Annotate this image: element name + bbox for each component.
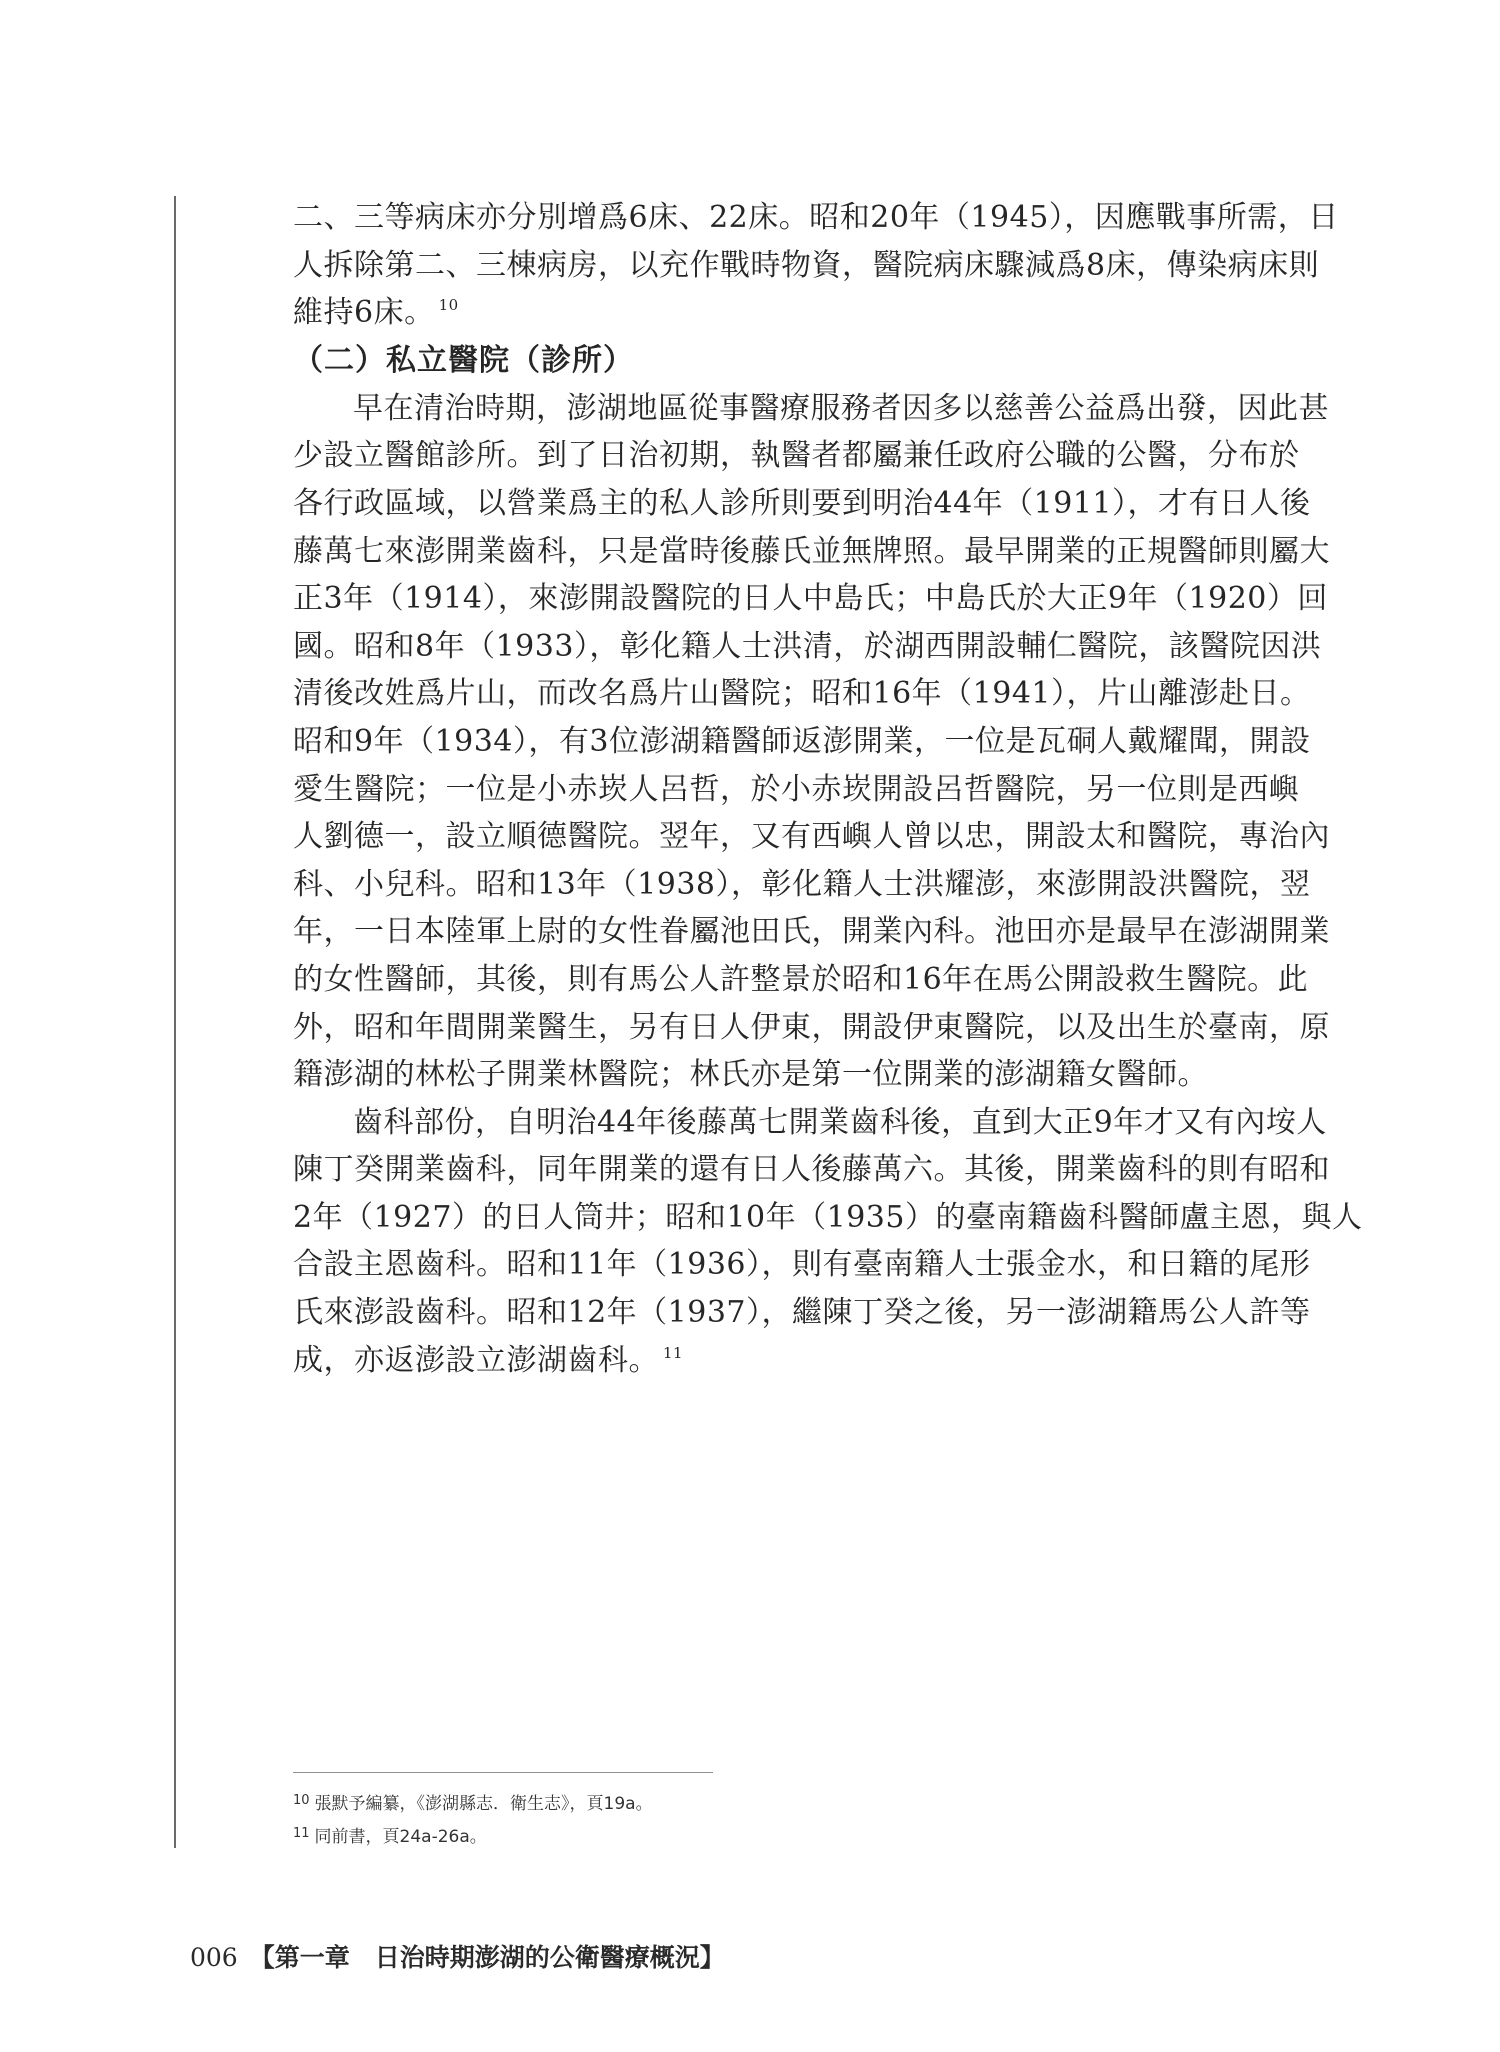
paragraph-3 [293, 1099, 1363, 1385]
margin-rule [174, 196, 176, 1848]
footnote-text: 同前書，頁24a-26a。 [314, 1827, 487, 1847]
page-number: 006 [190, 1943, 238, 1972]
body-text [293, 194, 1363, 1384]
text-line: 早在清治時期，澎湖地區從事醫療服務者因多以慈善公益爲出發，因此甚 [353, 390, 1329, 426]
text-line: 齒科部份，自明治44年後藤萬七開業齒科後，直到大正9年才又有內垵人 [353, 1104, 1327, 1140]
footnote-number: 10 [293, 1793, 310, 1808]
text-line: 的女性醫師，其後，則有馬公人許整景於昭和16年在馬公開設救生醫院。此 [293, 961, 1309, 997]
text-line: 二、三等病床亦分別增爲6床、22床。昭和20年（1945），因應戰事所需，日 [293, 200, 1339, 235]
text-line-content: 維持6床。 [293, 295, 435, 331]
chapter-title: 【第一章 日治時期澎湖的公衛醫療概況】 [249, 1943, 725, 1972]
text-line: 昭和9年（1934），有3位澎湖籍醫師返澎開業，一位是瓦硐人戴耀聞，開設 [293, 723, 1311, 759]
footnote-text: 張默予編纂，《澎湖縣志．衛生志》，頁19a。 [314, 1794, 653, 1814]
paragraph-1 [293, 194, 1339, 337]
footnote [293, 1786, 653, 1819]
page-footer [190, 1938, 725, 1974]
text-line: 科、小兒科。昭和13年（1938），彰化籍人士洪耀澎，來澎開設洪醫院，翌 [293, 866, 1311, 902]
text-line: 氏來澎設齒科。昭和12年（1937），繼陳丁癸之後，另一澎湖籍馬公人許等 [293, 1295, 1311, 1331]
text-line: 陳丁癸開業齒科，同年開業的還有日人後藤萬六。其後，開業齒科的則有昭和 [293, 1152, 1330, 1188]
section-heading: （二）私立醫院（診所） [293, 342, 634, 378]
text-line: 各行政區域，以營業爲主的私人診所則要到明治44年（1911），才有日人後 [293, 485, 1311, 521]
footnote-divider [293, 1772, 713, 1773]
text-line: 清後改姓爲片山，而改名爲片山醫院；昭和16年（1941），片山離澎赴日。 [293, 676, 1311, 712]
text-line [293, 1337, 1308, 1385]
footnote-number: 11 [293, 1826, 310, 1841]
text-line [293, 289, 1308, 337]
text-line: 年，一日本陸軍上尉的女性眷屬池田氏，開業內科。池田亦是最早在澎湖開業 [293, 914, 1330, 950]
text-line: 藤萬七來澎開業齒科，只是當時後藤氏並無牌照。最早開業的正規醫師則屬大 [293, 533, 1330, 569]
paragraph-2 [293, 385, 1330, 1099]
text-line: 國。昭和8年（1933），彰化籍人士洪清，於湖西開設輔仁醫院，該醫院因洪 [293, 628, 1322, 664]
text-line-content: 成，亦返澎設立澎湖齒科。 [293, 1342, 659, 1378]
text-line: 外，昭和年間開業醫生，另有日人伊東，開設伊東醫院，以及出生於臺南，原 [293, 1009, 1330, 1045]
text-line: 2年（1927）的日人筒井；昭和10年（1935）的臺南籍齒科醫師盧主恩，與人 [293, 1199, 1363, 1235]
footnote-ref[interactable]: 11 [663, 1343, 684, 1362]
text-line: 正3年（1914），來澎開設醫院的日人中島氏；中島氏於大正9年（1920）回 [293, 581, 1328, 617]
footnotes [293, 1786, 653, 1852]
footnote-ref[interactable]: 10 [438, 296, 459, 315]
text-line: 人拆除第二、三棟病房，以充作戰時物資，醫院病床驟減爲8床，傳染病床則 [293, 247, 1320, 283]
footnote [293, 1819, 653, 1852]
text-line: 愛生醫院；一位是小赤崁人呂哲，於小赤崁開設呂哲醫院，另一位則是西嶼 [293, 771, 1300, 807]
text-line: 少設立醫館診所。到了日治初期，執醫者都屬兼任政府公職的公醫，分布於 [293, 438, 1300, 474]
text-line: 籍澎湖的林松子開業林醫院；林氏亦是第一位開業的澎湖籍女醫師。 [293, 1057, 1208, 1093]
text-line: 人劉德一，設立順德醫院。翌年，又有西嶼人曾以忠，開設太和醫院，專治內 [293, 819, 1330, 855]
text-line: 合設主恩齒科。昭和11年（1936），則有臺南籍人士張金水，和日籍的尾形 [293, 1247, 1311, 1283]
